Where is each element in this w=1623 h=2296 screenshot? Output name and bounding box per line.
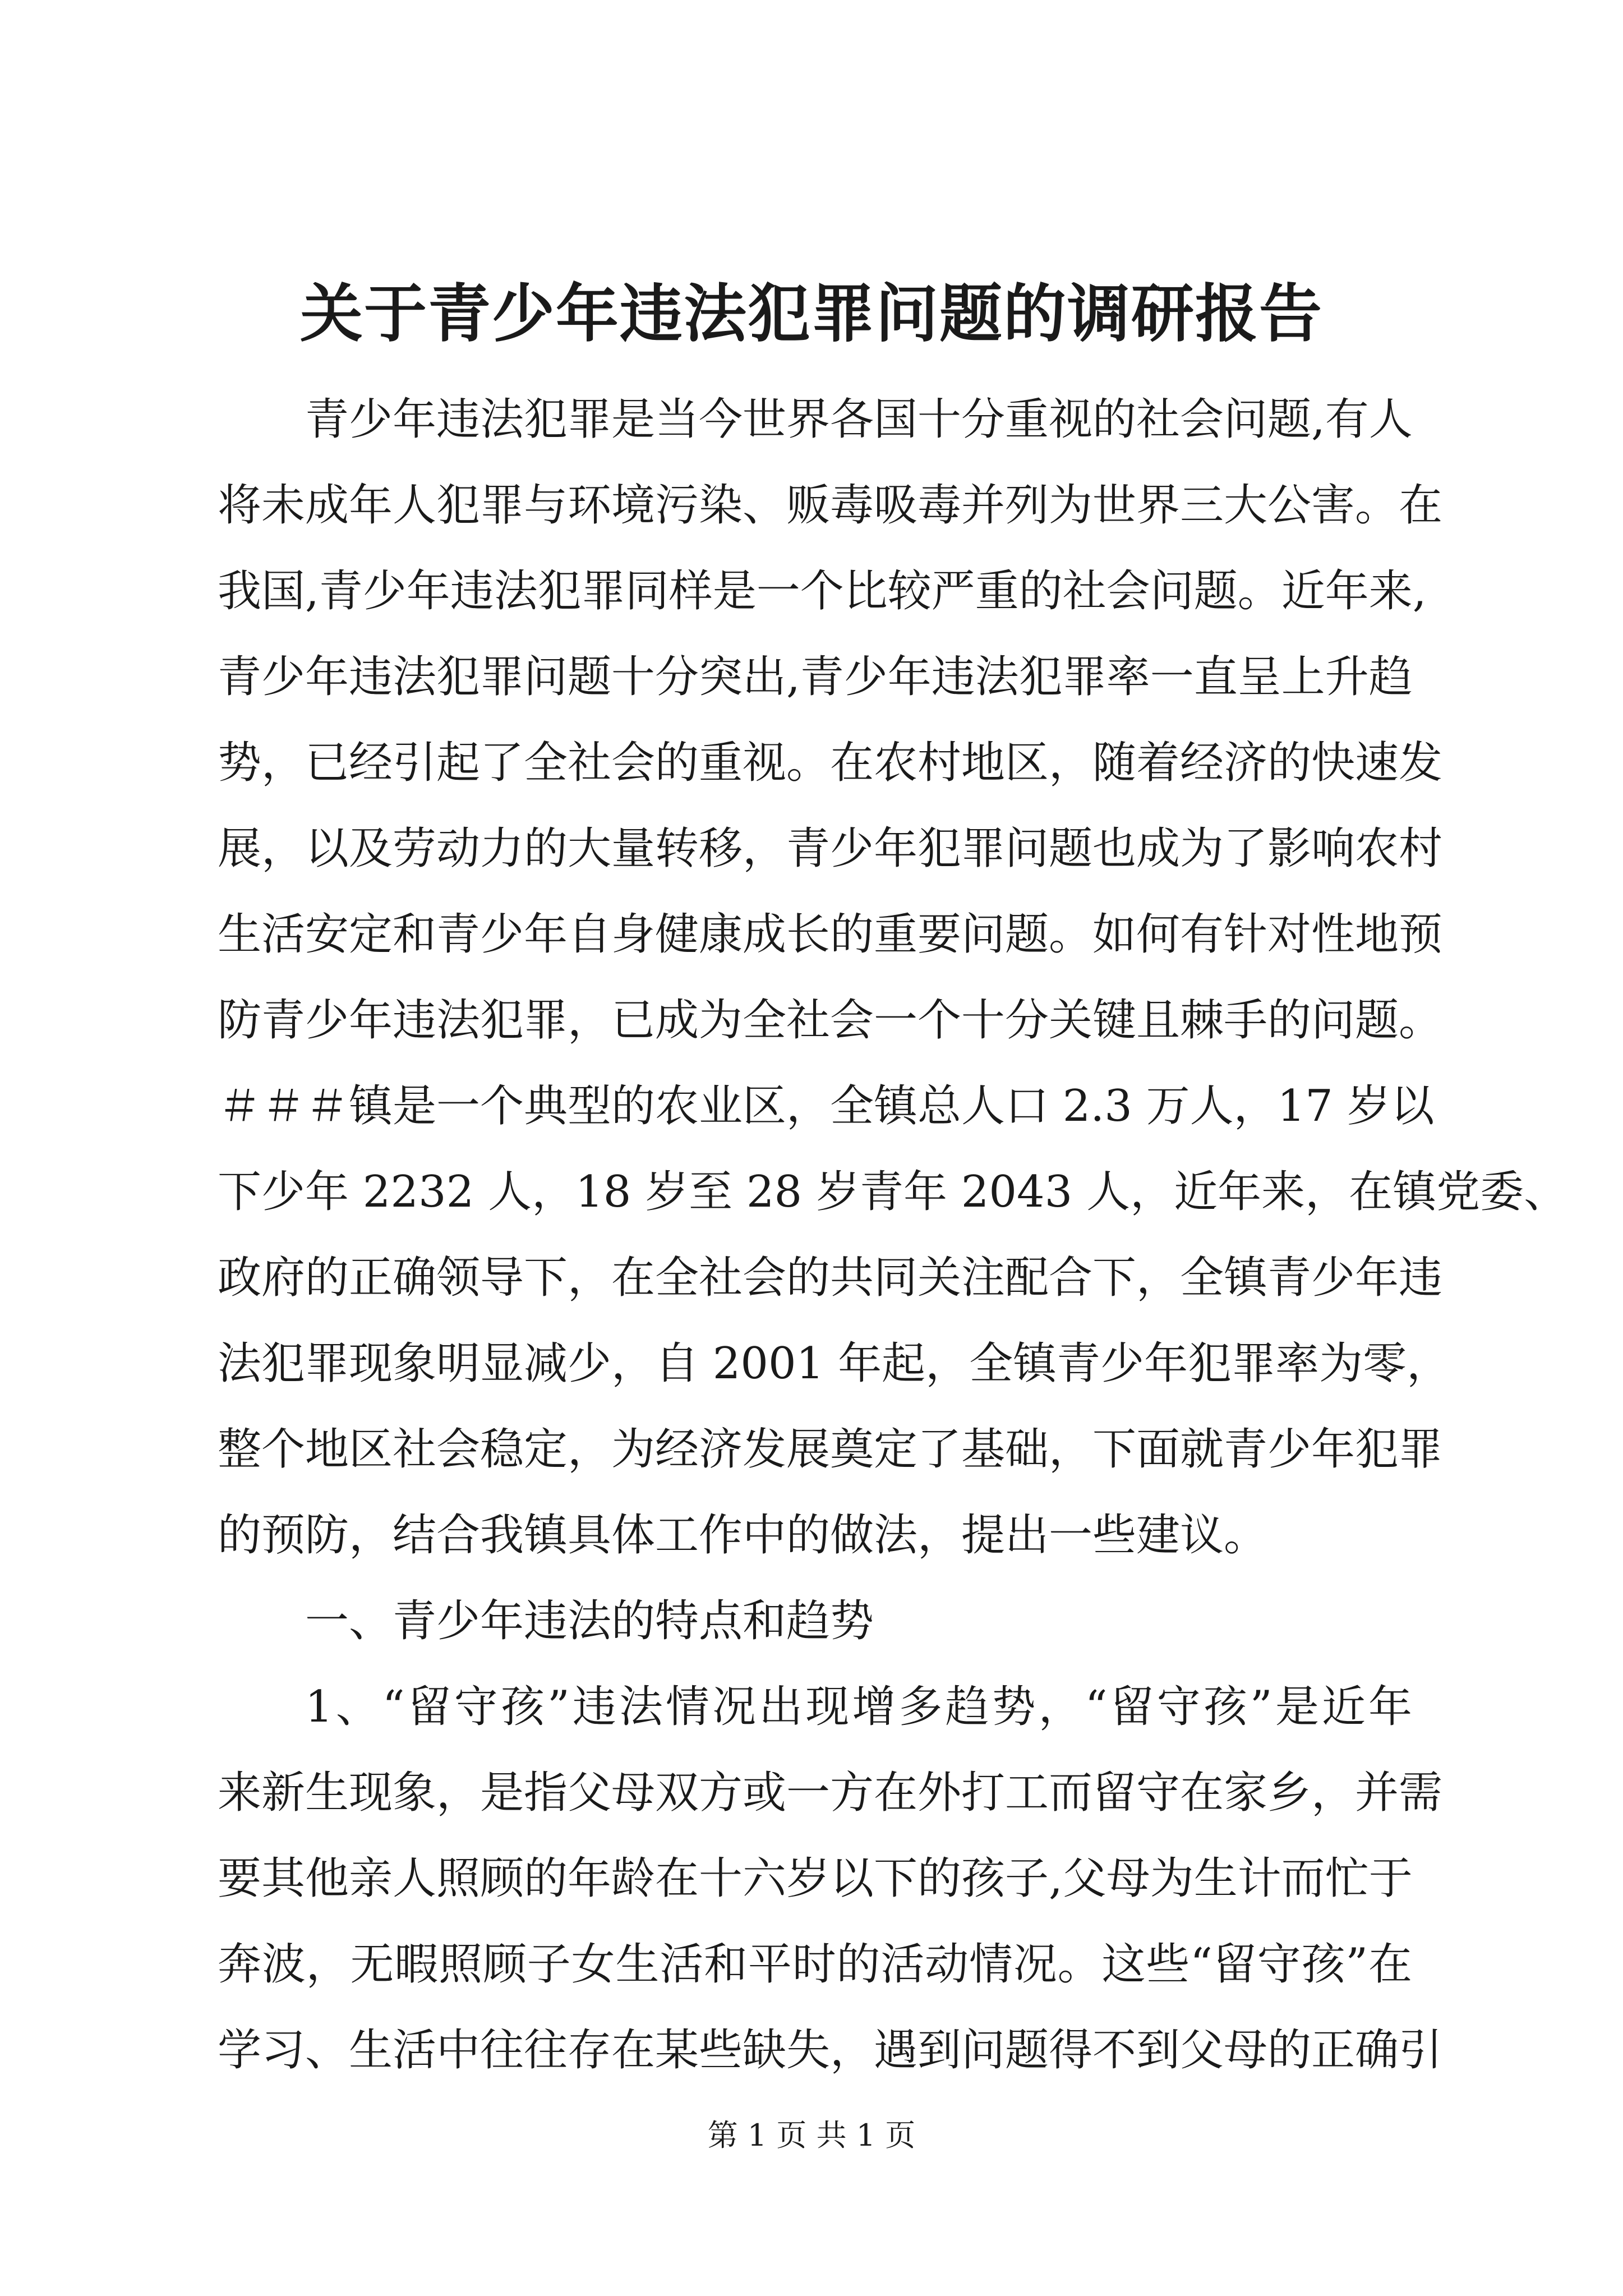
- paragraph-line: 青少年违法犯罪问题十分突出,青少年违法犯罪率一直呈上升趋: [218, 652, 1413, 702]
- paragraph-line: 下少年 2232 人，18 岁至 28 岁青年 2043 人，近年来，在镇党委、: [218, 1167, 1568, 1217]
- paragraph-line: 政府的正确领导下，在全社会的共同关注配合下，全镇青少年违: [218, 1253, 1443, 1303]
- paragraph-line: 展，以及劳动力的大量转移，青少年犯罪问题也成为了影响农村: [218, 823, 1443, 874]
- paragraph-line: 1、“留守孩”违法情况出现增多趋势，“留守孩”是近年: [305, 1682, 1412, 1732]
- paragraph-line: 的预防，结合我镇具体工作中的做法，提出一些建议。: [218, 1510, 1268, 1561]
- paragraph-line: 学习、生活中往往存在某些缺失，遇到问题得不到父母的正确引: [218, 2025, 1443, 2076]
- paragraph-line: 生活安定和青少年自身健康成长的重要问题。如何有针对性地预: [218, 909, 1443, 960]
- document-body: [218, 377, 1568, 2093]
- page-footer: 第 1 页 共 1 页: [707, 2118, 916, 2153]
- paragraph-line: 来新生现象，是指父母双方或一方在外打工而留守在家乡，并需: [218, 1768, 1443, 1818]
- document-title: 关于青少年违法犯罪问题的调研报告: [300, 277, 1323, 351]
- paragraph-line: 我国,青少年违法犯罪同样是一个比较严重的社会问题。近年来,: [218, 566, 1427, 616]
- paragraph-line: 防青少年违法犯罪，已成为全社会一个十分关键且棘手的问题。: [218, 995, 1443, 1046]
- paragraph-line: 整个地区社会稳定，为经济发展奠定了基础，下面就青少年犯罪: [218, 1424, 1443, 1475]
- paragraph-line: 奔波，无暇照顾子女生活和平时的活动情况。这些“留守孩”在: [218, 1939, 1412, 1990]
- paragraph-line: 将未成年人犯罪与环境污染、贩毒吸毒并列为世界三大公害。在: [218, 480, 1443, 531]
- paragraph-line: 要其他亲人照顾的年龄在十六岁以下的孩子,父母为生计而忙于: [218, 1853, 1413, 1904]
- paragraph-line: ＃＃＃镇是一个典型的农业区，全镇总人口 2.3 万人，17 岁以: [218, 1081, 1435, 1131]
- section-heading: 一、青少年违法的特点和趋势: [305, 1596, 874, 1646]
- paragraph-line: 法犯罪现象明显减少，自 2001 年起，全镇青少年犯罪率为零，: [218, 1338, 1451, 1389]
- paragraph-line: 青少年违法犯罪是当今世界各国十分重视的社会问题,有人: [305, 394, 1413, 445]
- paragraph-line: 势，已经引起了全社会的重视。在农村地区，随着经济的快速发: [218, 738, 1443, 788]
